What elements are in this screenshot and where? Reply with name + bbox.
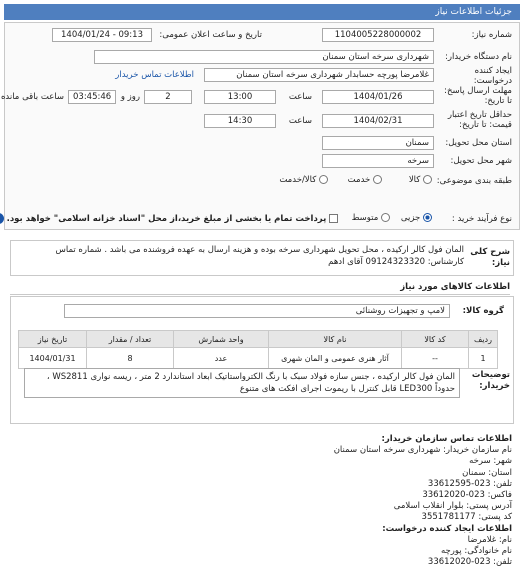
city-label: شهر محل تحویل: [450, 156, 512, 166]
city-field: سرخه [322, 154, 434, 168]
contact-line-creator-phone: تلفن: 023-33612020 [427, 557, 512, 568]
info-icon [0, 213, 4, 224]
cell-unit: عدد [174, 348, 269, 369]
radio-icon[interactable] [381, 213, 390, 222]
reply-time-field: 13:00 [204, 90, 276, 104]
contact-line-city: شهر: سرخه [469, 456, 512, 467]
column-header-code: کد کالا [402, 331, 469, 348]
buyer-notes-label: توضیحات خریدار: [471, 370, 510, 391]
validity-date-field: 1404/02/31 [322, 114, 434, 128]
buyer-name-field: شهرداری سرخه استان سمنان [94, 50, 434, 64]
radio-selected-icon[interactable] [423, 213, 432, 222]
buyer-contact-link[interactable] [115, 70, 194, 80]
treasury-payment-text: پرداخت تمام یا بخشی از مبلغ خرید،از محل "اسناد خزانه اسلامی" خواهد بود. [6, 214, 327, 224]
goods-section-title: اطلاعات کالاهای مورد نیاز [10, 282, 510, 295]
column-header-unit: واحد شمارش [174, 331, 269, 348]
announce-date-label: تاریخ و ساعت اعلان عمومی: [159, 30, 262, 40]
category-option-goods-service-label: کالا/خدمت [279, 175, 317, 185]
remaining-time-label: ساعت باقی مانده [0, 92, 64, 102]
announce-date-field: 1404/01/24 - 09:13 [52, 28, 152, 42]
contact-line-province: استان: سمنان [462, 467, 512, 478]
need-number-label: شماره نیاز: [471, 30, 512, 40]
process-option-partial[interactable] [401, 213, 432, 223]
contact-line-phone: تلفن: 023-33612595 [427, 478, 512, 489]
contact-line-organization: نام سازمان خریدار: شهرداری سرخه استان سمنان [333, 445, 512, 456]
buyer-name-label: نام دستگاه خریدار: [445, 52, 512, 62]
category-label: طبقه بندی موضوعی: [436, 176, 512, 186]
radio-icon[interactable] [373, 175, 382, 184]
page-header: جزئیات اطلاعات نیاز [4, 4, 520, 20]
process-option-medium-label: متوسط [351, 213, 379, 223]
buyer-notes-field: المان فول کالر ارکیده ، جنس سازه فولاد سبک با رنگ الکترواستاتیک ابعاد استاندارد 2 متر ، ریسه نواری WS2811 ، حدوداً LED300 قابل کنترل با ریموت اجرای افکت های متنوع [24, 368, 460, 398]
goods-group-field: لامپ و تجهیزات روشنائی [64, 304, 450, 318]
category-option-goods-service[interactable] [279, 175, 328, 185]
column-header-quantity: تعداد / مقدار [87, 331, 174, 348]
cell-code: -- [402, 348, 469, 369]
column-header-date: تاریخ نیاز [19, 331, 87, 348]
table-header-row [19, 331, 498, 348]
reply-date-field: 1404/01/26 [322, 90, 434, 104]
radio-icon[interactable] [423, 175, 432, 184]
contact-line-postal-code: کد پستی: 3551781177 [421, 512, 512, 523]
remaining-time-field: 03:45:46 [68, 90, 116, 104]
goods-table [18, 330, 498, 369]
days-label: روز و [120, 92, 140, 102]
validity-label: حداقل تاریخ اعتبار قیمت: تا تاریخ: [447, 110, 512, 130]
process-option-partial-label: جزیی [400, 213, 421, 223]
description-label: شرح کلی نیاز: [470, 247, 510, 268]
contact-line-creator-title: اطلاعات ایجاد کننده درخواست: [382, 523, 512, 534]
creator-label: ایجاد کننده درخواست: [473, 66, 512, 86]
table-row [19, 348, 498, 369]
reply-deadline-label: مهلت ارسال پاسخ: تا تاریخ: [444, 86, 512, 106]
cell-row-number: 1 [469, 348, 498, 369]
contact-line-fax: فاکس: 023-33612020 [422, 490, 512, 501]
contact-line-first-name: نام: غلامرضا [467, 534, 512, 545]
checkbox-icon[interactable] [329, 214, 338, 223]
column-header-name: نام کالا [269, 331, 402, 348]
cell-quantity: 8 [87, 348, 174, 369]
buyer-contact-info [212, 434, 512, 568]
category-option-goods[interactable] [409, 175, 432, 185]
treasury-payment-option[interactable] [0, 213, 338, 224]
category-option-service-label: خدمت [347, 175, 371, 185]
buyer-contact-link-label[interactable]: اطلاعات تماس خریدار [115, 70, 194, 80]
process-option-medium[interactable] [352, 213, 390, 223]
process-type-label: نوع فرآیند خرید : [451, 214, 512, 224]
description-text: المان فول کالر ارکیده ، محل تحویل شهرداری سرخه بوده و هزینه ارسال به عهده فروشنده می باشد . شماره تماس کارشناس: 09124323320 آقای ادهم [55, 245, 464, 267]
validity-time-label: ساعت [288, 116, 312, 126]
column-header-row-number: ردیف [469, 331, 498, 348]
contact-line-last-name: نام خانوادگی: پورچه [440, 546, 512, 557]
goods-group-label: گروه کالا: [462, 306, 504, 316]
cell-date: 1404/01/31 [19, 348, 87, 369]
contact-title: اطلاعات تماس سازمان خریدار: [381, 434, 512, 444]
creator-field: غلامرضا پورچه حسابدار شهرداری سرخه استان سمنان [204, 68, 434, 82]
validity-time-field: 14:30 [204, 114, 276, 128]
reply-time-label: ساعت [288, 92, 312, 102]
need-number-field: 1104005228000002 [322, 28, 434, 42]
cell-name: آثار هنری عمومی و المان شهری [269, 348, 402, 369]
days-remaining-field: 2 [144, 90, 192, 104]
radio-icon[interactable] [319, 175, 328, 184]
province-field: سمنان [322, 136, 434, 150]
category-option-service[interactable] [348, 175, 382, 185]
category-option-goods-label: کالا [408, 175, 421, 185]
contact-line-address: آدرس پستی: بلوار انقلاب اسلامی [393, 501, 512, 512]
province-label: استان محل تحویل: [445, 138, 512, 148]
